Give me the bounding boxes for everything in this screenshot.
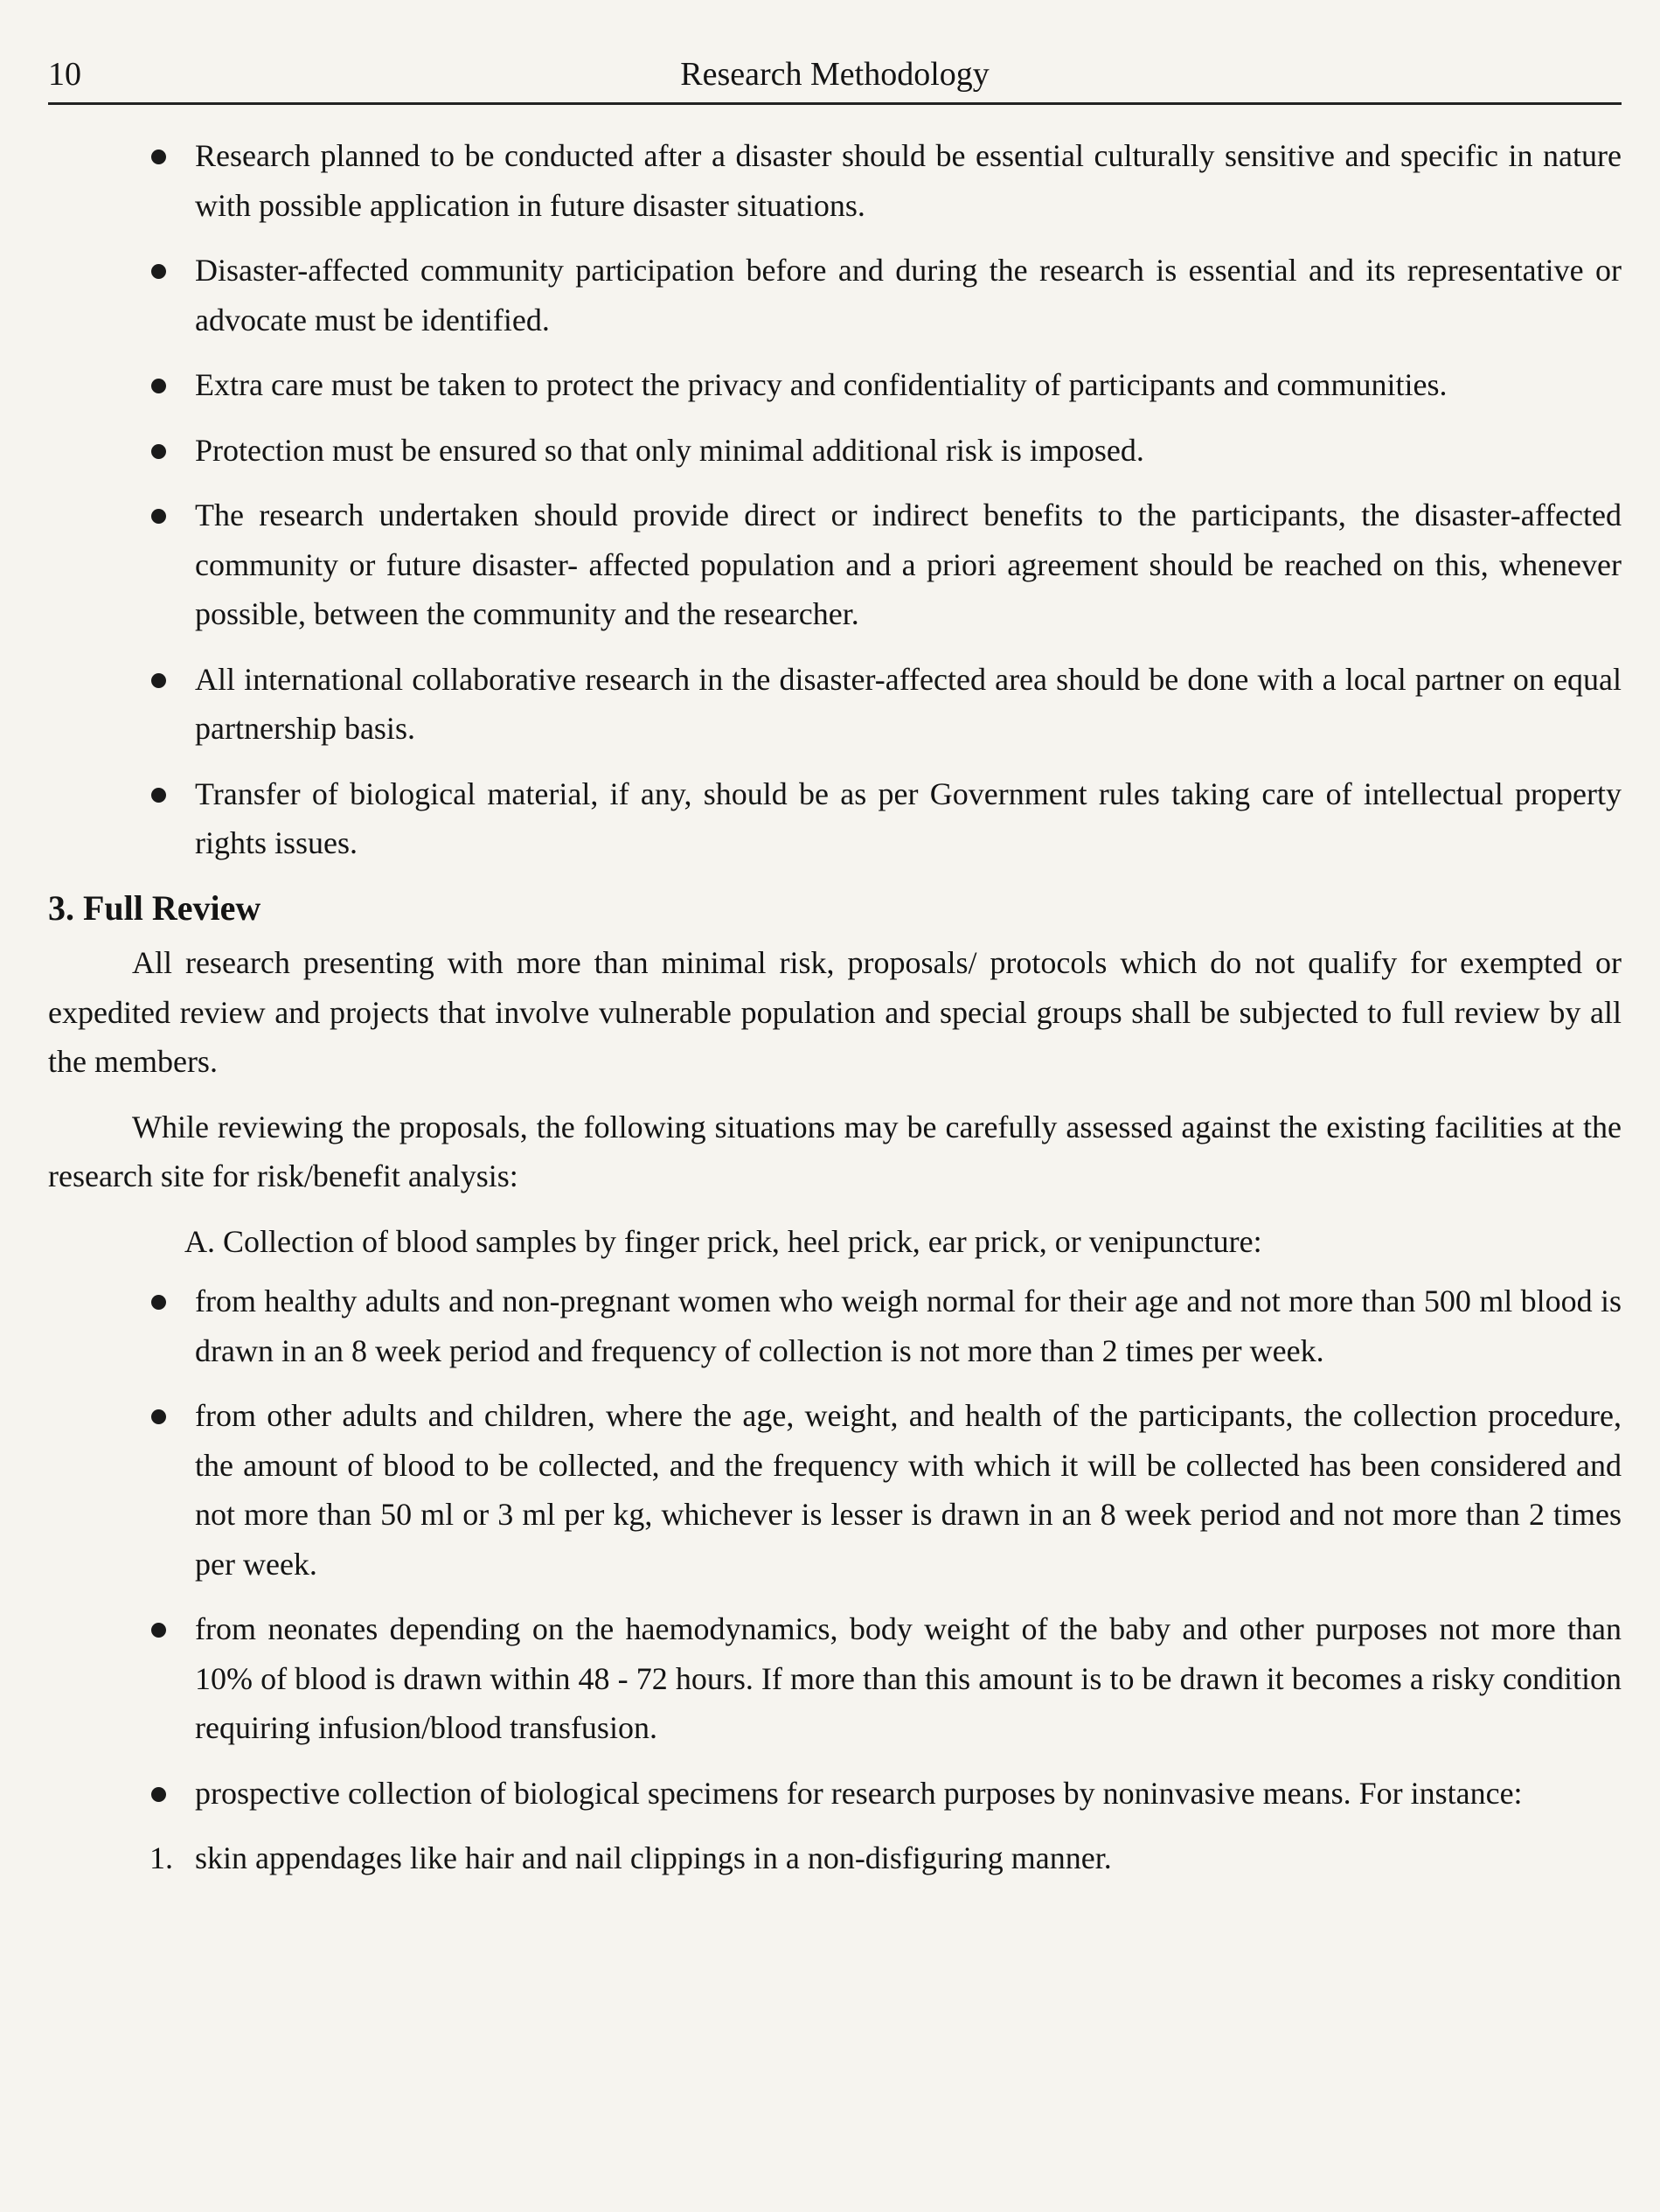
bullet-icon bbox=[151, 788, 166, 803]
list-item bbox=[48, 246, 1622, 344]
list-item bbox=[48, 1391, 1622, 1589]
list-item bbox=[48, 360, 1622, 410]
list-item bbox=[48, 1604, 1622, 1753]
bullet-icon bbox=[151, 444, 166, 459]
list-item bbox=[48, 655, 1622, 754]
list-item-text: All international collaborative research in the disaster-affected area should be done with a local partner on equal partnership basis. bbox=[195, 661, 1622, 746]
subsection-heading: A. Collection of blood samples by finger prick, heel prick, ear prick, or venipuncture: bbox=[184, 1223, 1262, 1259]
list-item-text: prospective collection of biological specimens for research purposes by noninvasive means. For instance: bbox=[195, 1775, 1523, 1811]
bullet-icon bbox=[151, 379, 166, 393]
list-item bbox=[48, 426, 1622, 476]
numbered-list bbox=[48, 1833, 1622, 1883]
list-item bbox=[48, 490, 1622, 639]
page-number: 10 bbox=[48, 56, 81, 93]
numbered-item bbox=[48, 1833, 1622, 1883]
list-item-text: Disaster-affected community participation before and during the research is essential and its representative or advocate must be identified. bbox=[195, 253, 1622, 337]
bullet-icon bbox=[151, 509, 166, 524]
bullet-icon bbox=[151, 673, 166, 688]
bullet-icon bbox=[151, 1409, 166, 1424]
list-number: 1. bbox=[149, 1840, 173, 1875]
list-item bbox=[48, 1276, 1622, 1375]
bullet-icon bbox=[151, 150, 166, 164]
paragraph: While reviewing the proposals, the following situations may be carefully assessed against the existing facilities at the research site for risk/benefit analysis: bbox=[48, 1109, 1622, 1193]
running-head: Research Methodology bbox=[680, 56, 990, 93]
list-item bbox=[48, 131, 1622, 230]
document-page bbox=[48, 48, 1622, 1883]
bullet-icon bbox=[151, 1787, 166, 1802]
paragraph: All research presenting with more than minimal risk, proposals/ protocols which do not qualify for exempted or expedited review and projects that involve vulnerable population and special groups shall be subjected to full review by all the members. bbox=[48, 945, 1622, 1079]
list-item-text: from healthy adults and non-pregnant women who weigh normal for their age and not more than 500 ml blood is drawn in an 8 week period and frequency of collection is not more than 2 times per week. bbox=[195, 1283, 1622, 1368]
bullet-icon bbox=[151, 1623, 166, 1638]
list-item-text: Protection must be ensured so that only minimal additional risk is imposed. bbox=[195, 432, 1144, 468]
list-item-text: Extra care must be taken to protect the privacy and confidentiality of participants and communities. bbox=[195, 367, 1448, 402]
list-item-text: The research undertaken should provide direct or indirect benefits to the participants, the disaster-affected community or future disaster- affected population and a priori agreement should be reached on this, whenever possible, between the community and the researcher. bbox=[195, 497, 1622, 631]
list-item bbox=[48, 769, 1622, 868]
list-item-text: Research planned to be conducted after a disaster should be essential culturally sensitive and specific in nature with possible application in future disaster situations. bbox=[195, 138, 1622, 223]
page-header bbox=[48, 48, 1622, 105]
list-item-text: from neonates depending on the haemodynamics, body weight of the baby and other purposes not more than 10% of blood is drawn within 48 - 72 hours. If more than this amount is to be drawn it becomes a risky condition requiring infusion/blood transfusion. bbox=[195, 1611, 1622, 1745]
bullet-icon bbox=[151, 264, 166, 279]
list-item-text: Transfer of biological material, if any, should be as per Government rules taking care of intellectual property rights issues. bbox=[195, 776, 1622, 860]
ethics-bullet-list bbox=[48, 131, 1622, 868]
list-item-text: from other adults and children, where the age, weight, and health of the participants, the collection procedure, the amount of blood to be collected, and the frequency with which it will be collected has been considered and not more than 50 ml or 3 ml per kg, whichever is lesser is drawn in an 8 week period and not more than 2 times per week. bbox=[195, 1398, 1622, 1582]
list-item bbox=[48, 1769, 1622, 1819]
page-body bbox=[48, 131, 1622, 1883]
section-heading: 3. Full Review bbox=[48, 887, 261, 928]
bullet-icon bbox=[151, 1295, 166, 1310]
numbered-item-text: skin appendages like hair and nail clippings in a non-disfiguring manner. bbox=[195, 1840, 1112, 1875]
blood-collection-bullet-list bbox=[48, 1276, 1622, 1818]
